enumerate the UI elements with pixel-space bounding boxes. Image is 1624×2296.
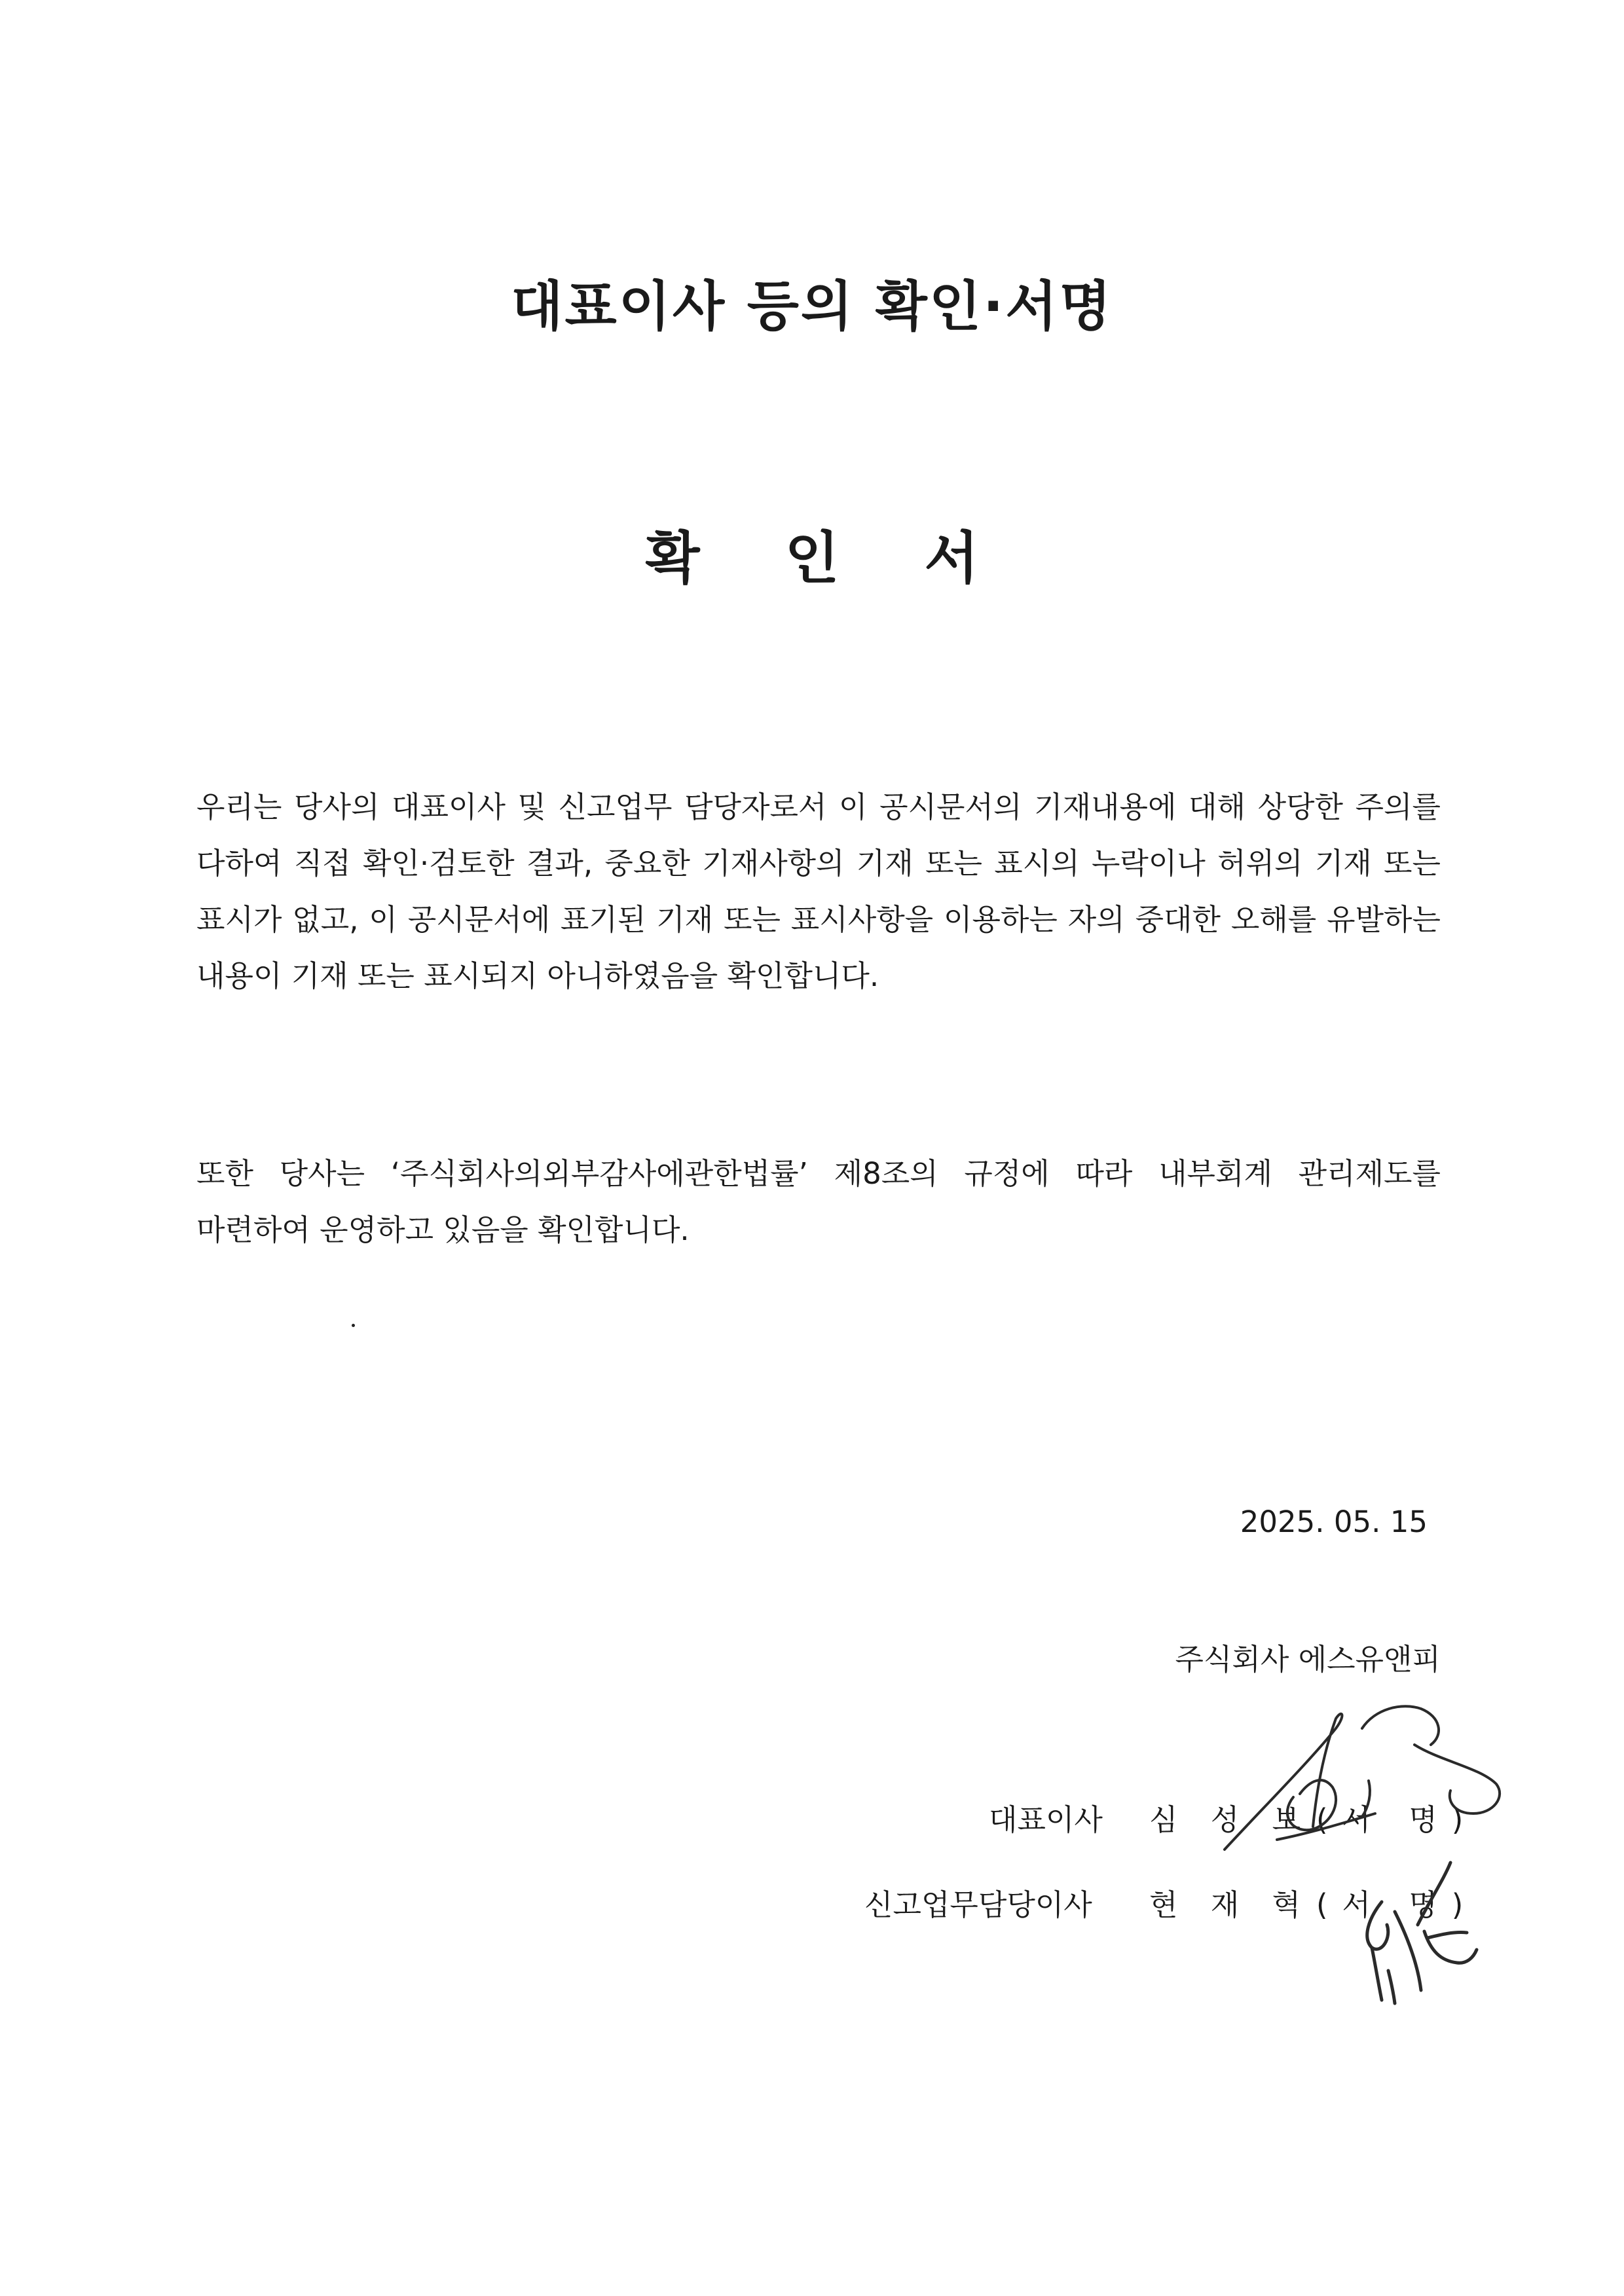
stray-dot [352,1324,355,1327]
officer-handwritten-signature [1367,1863,1477,2003]
document-date: 2025. 05. 15 [1240,1504,1428,1539]
internal-control-paragraph: 또한 당사는 ‘주식회사의외부감사에관한법률’ 제8조의 규정에 따라 내부회계 관리제도를 마련하여 운영하고 있음을 확인합니다. [196,1156,1441,1247]
confirmation-paragraph: 우리는 당사의 대표이사 및 신고업무 담당자로서 이 공시문서의 기재내용에 대해 상당한 주의를 다하여 직접 확인·검토한 결과, 중요한 기재사항의 기재 또는 표시의 누락이나 허위의 기재 또는 표시가 없고, 이 공시문서에 표기된 기재 또는 표시사항을 이용하는 자의 중대한 오해를 유발하는 내용이 기재 또는 표시되지 아니하였음을 확인합니다. [196,790,1441,993]
signatory-name: 현 재 혁 [1149,1887,1313,1922]
signatory-role: 신고업무담당이사 [864,1887,1092,1922]
signatory-role: 대표이사 [989,1802,1103,1837]
document-title: 확 인 서 [645,526,1012,591]
page-title: 대표이사 등의 확인·서명 [511,276,1113,338]
signatory-name: 심 성 보 [1149,1802,1313,1837]
signature-mark-label: (서 명) [1316,1802,1478,1837]
signature-mark-label: (서 명) [1316,1887,1478,1922]
company-name: 주식회사 에스유앤피 [1175,1642,1441,1677]
